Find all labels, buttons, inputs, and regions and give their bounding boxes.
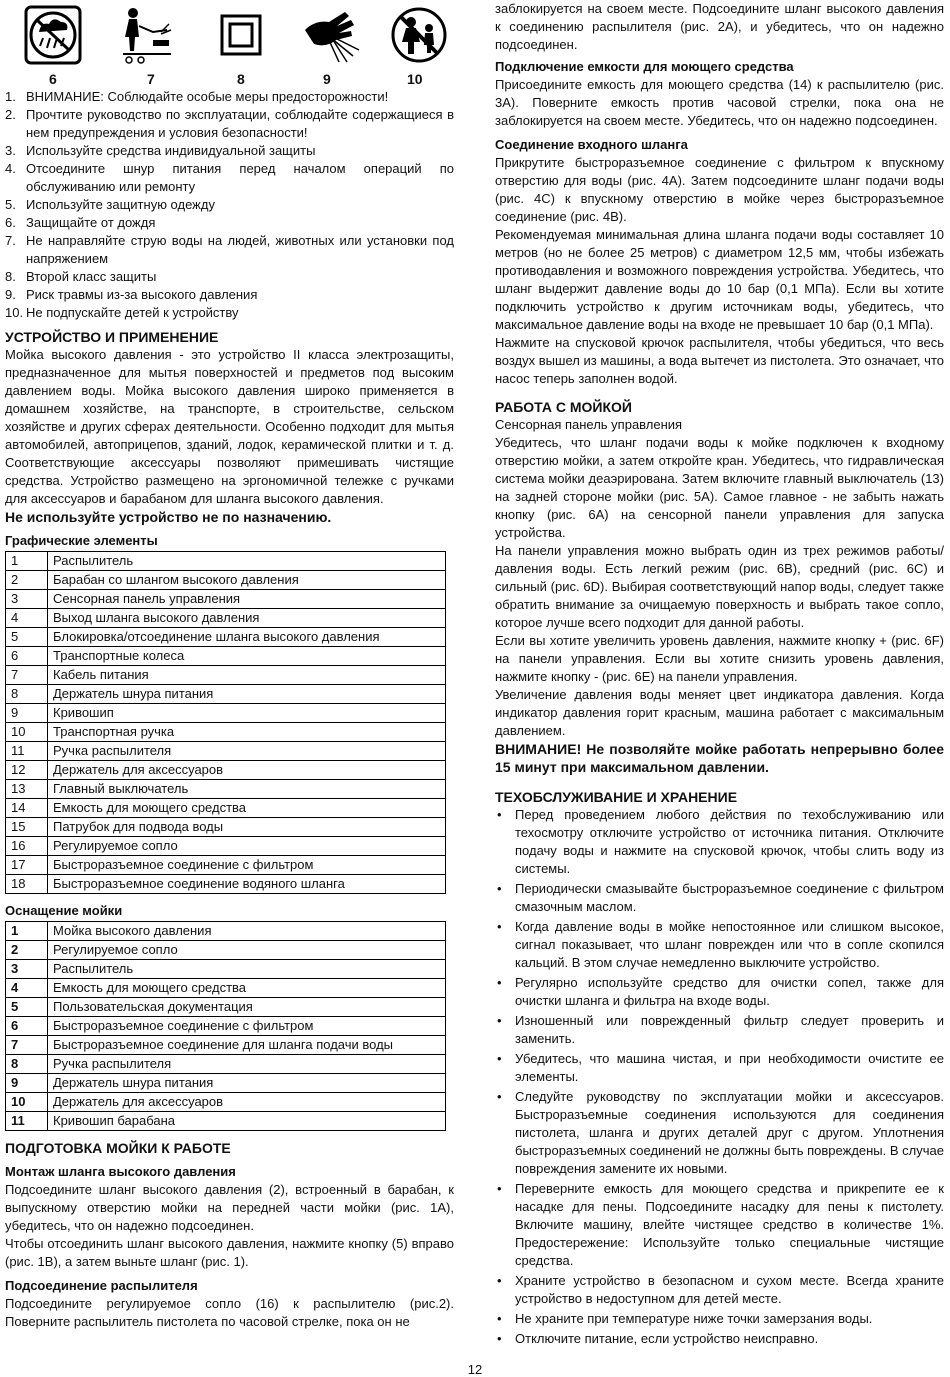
row-number: 13 bbox=[6, 780, 48, 799]
hose-mount-title: Монтаж шланга высокого давления bbox=[5, 1164, 236, 1179]
maintenance-item: • Переверните емкость для моющего средства и прикрепите ее к насадке для пены. Подсоедините насадку для пены к пистолету. Включите машину, влейте чистящее средство в количестве 1%. Предостережение: Используйте только специальные чистящие средства. bbox=[495, 1180, 944, 1270]
row-number: 11 bbox=[6, 742, 48, 761]
table-row bbox=[6, 979, 446, 998]
row-label: Барабан со шлангом высокого давления bbox=[48, 571, 446, 590]
row-number: 18 bbox=[6, 875, 48, 894]
graphic-elements-table bbox=[5, 551, 446, 894]
maintenance-item: • Храните устройство в безопасном и сухом месте. Всегда храните устройство в недоступном для детей месте. bbox=[495, 1272, 944, 1308]
operation-warning: ВНИМАНИЕ! Не позволяйте мойке работать непрерывно более 15 минут при максимальном давлении. bbox=[495, 741, 944, 775]
misuse-warning: Не используйте устройство не по назначению. bbox=[5, 509, 332, 525]
row-label: Транспортные колеса bbox=[48, 647, 446, 666]
warning-text: Второй класс защиты bbox=[26, 269, 157, 284]
row-number: 9 bbox=[6, 704, 48, 723]
warning-number: 2. bbox=[5, 107, 16, 122]
warning-item bbox=[5, 196, 454, 214]
warning-number: 5. bbox=[5, 197, 16, 212]
section-title-maintenance: ТЕХОБСЛУЖИВАНИЕ И ХРАНЕНИЕ bbox=[495, 789, 738, 805]
row-label: Сенсорная панель управления bbox=[48, 590, 446, 609]
warning-text: Используйте средства индивидуальной защиты bbox=[26, 143, 316, 158]
control-panel-subtitle: Сенсорная панель управления bbox=[495, 417, 683, 432]
inlet-hose-text-3: Нажмите на спусковой крючок распылителя, чтобы убедиться, что весь воздух вышел из машины, а вода вытечет из пистолета. Это означает, что насос теперь заполнен водой. bbox=[495, 335, 944, 386]
row-label: Транспортная ручка bbox=[48, 723, 446, 742]
row-number: 14 bbox=[6, 799, 48, 818]
detergent-text: Присоедините емкость для моющего средства (14) к распылителю (рис. 3A). Поверните емкость против часовой стрелки, пока она не заблокируется на своем месте. Убедитесь, что он надежно подсоединен. bbox=[495, 77, 944, 128]
operation-text-1: Убедитесь, что шланг подачи воды к мойке подключен к входному отверстию мойки, а затем откройте кран. Убедитесь, что гидравлическая система мойки деаэрирована. Затем включите главный выключатель (13) на задней стороне мойки (рис. 5A). Самое главное - не забыть нажать кнопку (рис. 6A) на сенсорной панели управления для запуска устройства. bbox=[495, 435, 944, 540]
maintenance-list bbox=[495, 806, 944, 1348]
row-number: 6 bbox=[6, 647, 48, 666]
row-label: Распылитель bbox=[48, 960, 446, 979]
icon-number: 6 bbox=[49, 71, 57, 87]
row-number: 6 bbox=[6, 1017, 48, 1036]
row-number: 12 bbox=[6, 761, 48, 780]
maintenance-item: • Периодически смазывайте быстроразъемное соединение с фильтром смазочным маслом. bbox=[495, 880, 944, 916]
row-number: 4 bbox=[6, 609, 48, 628]
row-number: 10 bbox=[6, 1093, 48, 1112]
maintenance-item: • Перед проведением любого действия по техобслуживанию или техосмотру отключите устройство от источника питания. Отключите подачу воды и нажмите на спусковой крючок, чтобы слить воду из системы. bbox=[495, 806, 944, 878]
row-number: 1 bbox=[6, 922, 48, 941]
rain-protection-icon bbox=[23, 4, 83, 66]
row-label: Держатель шнура питания bbox=[48, 1074, 446, 1093]
warning-item bbox=[5, 268, 454, 286]
maintenance-item: • Отключите питание, если устройство неисправно. bbox=[495, 1330, 944, 1348]
warning-text: Отсоедините шнур питания перед началом операций по обслуживанию или ремонту bbox=[26, 161, 454, 194]
table-row bbox=[6, 571, 446, 590]
hose-mount-text: Подсоедините шланг высокого давления (2), встроенный в барабан, к выпускному отверстию мойки на передней части мойки (рис. 1A), убедитесь, что он надежно подсоединен. bbox=[5, 1182, 454, 1233]
table-row bbox=[6, 704, 446, 723]
icon-number: 7 bbox=[147, 71, 155, 87]
warning-item bbox=[5, 106, 454, 142]
icon-number: 9 bbox=[323, 71, 331, 87]
warning-text: Защищайте от дождя bbox=[26, 215, 156, 230]
sprayer-connect-text-cont: заблокируется на своем месте. Подсоедините шланг высокого давления к соединению распылителя (рис. 2A), и убедитесь, что он надежно подсоединен. bbox=[495, 1, 944, 52]
warning-text: Прочтите руководство по эксплуатации, соблюдайте содержащиеся в нем предупреждения и условия безопасности! bbox=[26, 107, 454, 140]
operation-text-4: Увеличение давления воды меняет цвет индикатора давления. Когда индикатор давления горит красным, машина работает с максимальным давлением. bbox=[495, 687, 944, 738]
warning-item bbox=[5, 88, 454, 106]
table-row bbox=[6, 960, 446, 979]
warning-text: ВНИМАНИЕ: Соблюдайте особые меры предосторожности! bbox=[26, 89, 389, 104]
table-row bbox=[6, 685, 446, 704]
equipment-table bbox=[5, 921, 446, 1131]
row-label: Быстроразъемное соединение для шланга подачи воды bbox=[48, 1036, 446, 1055]
row-label: Кривошип барабана bbox=[48, 1112, 446, 1131]
row-number: 16 bbox=[6, 837, 48, 856]
maintenance-item: • Изношенный или поврежденный фильтр следует проверить и заменить. bbox=[495, 1012, 944, 1048]
inlet-hose-title: Соединение входного шланга bbox=[495, 137, 688, 152]
row-label: Регулируемое сопло bbox=[48, 941, 446, 960]
maintenance-item: • Убедитесь, что машина чистая, и при необходимости очистите ее элементы. bbox=[495, 1050, 944, 1086]
table-row bbox=[6, 941, 446, 960]
table-row bbox=[6, 666, 446, 685]
graphic-elements-title: Графические элементы bbox=[5, 533, 158, 548]
row-label: Главный выключатель bbox=[48, 780, 446, 799]
table-row bbox=[6, 799, 446, 818]
icon-numbers bbox=[5, 70, 454, 88]
row-label: Блокировка/отсоединение шланга высокого давления bbox=[48, 628, 446, 647]
icon-number: 10 bbox=[407, 71, 423, 87]
section-title-device: УСТРОЙСТВО И ПРИМЕНЕНИЕ bbox=[5, 329, 219, 345]
table-row bbox=[6, 628, 446, 647]
row-number: 5 bbox=[6, 998, 48, 1017]
maintenance-item: • Не храните при температуре ниже точки замерзания воды. bbox=[495, 1310, 944, 1328]
maintenance-item: • Следуйте руководству по эксплуатации мойки и аксессуаров. Быстроразъемные соединения используются для соединения пистолета, шланга и других деталей друг с другом. Уплотнения быстроразъемных соединений не должны быть повреждены. В случае повреждения замените их новыми. bbox=[495, 1088, 944, 1178]
row-number: 8 bbox=[6, 1055, 48, 1074]
warning-item bbox=[5, 160, 454, 196]
class-ii-square-icon bbox=[210, 4, 270, 66]
row-number: 3 bbox=[6, 960, 48, 979]
left-column bbox=[5, 0, 454, 1331]
warning-item bbox=[5, 232, 454, 268]
warning-number: 4. bbox=[5, 161, 16, 176]
row-number: 3 bbox=[6, 590, 48, 609]
hose-detach-text: Чтобы отсоединить шланг высокого давления, нажмите кнопку (5) вправо (рис. 1B), а затем выньте шланг (рис. 1). bbox=[5, 1236, 454, 1269]
warning-item bbox=[5, 304, 454, 322]
warning-item bbox=[5, 214, 454, 232]
row-label: Быстроразъемное соединение с фильтром bbox=[48, 856, 446, 875]
table-row bbox=[6, 1017, 446, 1036]
row-number: 5 bbox=[6, 628, 48, 647]
table-row bbox=[6, 998, 446, 1017]
row-number: 2 bbox=[6, 571, 48, 590]
row-number: 10 bbox=[6, 723, 48, 742]
row-number: 1 bbox=[6, 552, 48, 571]
warning-text: Риск травмы из-за высокого давления bbox=[26, 287, 258, 302]
right-column bbox=[495, 0, 944, 1350]
warning-number: 3. bbox=[5, 143, 16, 158]
warning-text: Не подпускайте детей к устройству bbox=[26, 305, 239, 320]
row-number: 8 bbox=[6, 685, 48, 704]
row-number: 7 bbox=[6, 1036, 48, 1055]
row-label: Регулируемое сопло bbox=[48, 837, 446, 856]
warning-text: Используйте защитную одежду bbox=[26, 197, 215, 212]
maintenance-item: • Регулярно используйте средство для очистки сопел, также для очистки шланга и фильтра на входе воды. bbox=[495, 974, 944, 1010]
row-label: Держатель шнура питания bbox=[48, 685, 446, 704]
row-label: Ручка распылителя bbox=[48, 1055, 446, 1074]
warning-text: Не направляйте струю воды на людей, животных или установки под напряжением bbox=[26, 233, 454, 266]
table-row bbox=[6, 723, 446, 742]
warning-number: 6. bbox=[5, 215, 16, 230]
row-label: Распылитель bbox=[48, 552, 446, 571]
table-row bbox=[6, 1074, 446, 1093]
table-row bbox=[6, 1112, 446, 1131]
table-row bbox=[6, 609, 446, 628]
icon-number: 8 bbox=[237, 71, 245, 87]
row-label: Быстроразъемное соединение водяного шланга bbox=[48, 875, 446, 894]
warning-number: 8. bbox=[5, 269, 16, 284]
device-description: Мойка высокого давления - это устройство II класса электрозащиты, предназначенное для мытья поверхностей и предметов под высоким давлением воды. Мойка высокого давления широко применяется в домашнем хозяйстве, на транспорте, в строительстве, сельском хозяйстве и других сферах деятельности. Особенно подходит для мытья автомобилей, автоприцепов, зданий, лодок, керамической плитки и т. д. Соответствующие аксессуары позволяют примешивать чистящие средства. Устройство размещено на эргономичной тележке с ручками для аксессуаров и барабаном для шланга высокого давления. bbox=[5, 347, 454, 506]
warning-number: 9. bbox=[5, 287, 16, 302]
warning-number: 10. bbox=[5, 305, 24, 320]
row-number: 2 bbox=[6, 941, 48, 960]
row-label: Пользовательская документация bbox=[48, 998, 446, 1017]
safety-icons-row bbox=[5, 0, 454, 70]
section-title-operation: РАБОТА С МОЙКОЙ bbox=[495, 399, 632, 415]
table-row bbox=[6, 1036, 446, 1055]
table-row bbox=[6, 761, 446, 780]
row-label: Емкость для моющего средства bbox=[48, 799, 446, 818]
sprayer-connect-title: Подсоединение распылителя bbox=[5, 1278, 198, 1293]
maintenance-item: • Когда давление воды в мойке непостоянное или слишком высокое, сигнал показывает, что шланг поврежден или что в сопле скопился кальций. В этом случае немедленно выключите устройство. bbox=[495, 918, 944, 972]
warning-number: 7. bbox=[5, 233, 16, 248]
row-label: Держатель для аксессуаров bbox=[48, 1093, 446, 1112]
row-label: Патрубок для подвода воды bbox=[48, 818, 446, 837]
operation-text-2: На панели управления можно выбрать один из трех режимов работы/давления воды. Есть легкий режим (рис. 6B), средний (рис. 6C) и сильный (рис. 6D). Выбирая соответствующий напор воды, следует также обратить внимание за очищаемую поверхность и выбрать такое сопло, которое лучше всего подходит для данной работы. bbox=[495, 543, 944, 630]
row-label: Кривошип bbox=[48, 704, 446, 723]
row-label: Быстроразъемное соединение с фильтром bbox=[48, 1017, 446, 1036]
table-row bbox=[6, 818, 446, 837]
sprayer-connect-text: Подсоедините регулируемое сопло (16) к распылителю (рис.2). Поверните распылитель пистолета по часовой стрелке, пока он не bbox=[5, 1296, 454, 1329]
table-row bbox=[6, 590, 446, 609]
no-water-jet-on-electrics-icon bbox=[117, 4, 177, 66]
table-row bbox=[6, 837, 446, 856]
row-number: 7 bbox=[6, 666, 48, 685]
row-number: 11 bbox=[6, 1112, 48, 1131]
table-row bbox=[6, 856, 446, 875]
table-row bbox=[6, 742, 446, 761]
row-label: Мойка высокого давления bbox=[48, 922, 446, 941]
row-number: 4 bbox=[6, 979, 48, 998]
detergent-title: Подключение емкости для моющего средства bbox=[495, 59, 794, 74]
inlet-hose-text-2: Рекомендуемая минимальная длина шланга подачи воды составляет 10 метров (но не более 25 метров) с диаметром 12,5 мм, чтобы избежать противодавления и возможного повреждения устройства. Убедитесь, что шланг выдержит давление воды до 10 бар (0,1 МПа). Если вы хотите подключить устройство к другим источникам воды, убедитесь, что максимальное давление воды на входе не превышает 10 бар (0,1 МПа). bbox=[495, 227, 944, 332]
table-row bbox=[6, 647, 446, 666]
table-row bbox=[6, 1093, 446, 1112]
row-label: Кабель питания bbox=[48, 666, 446, 685]
warning-number: 1. bbox=[5, 89, 16, 104]
warning-item bbox=[5, 142, 454, 160]
inlet-hose-text-1: Прикрутите быстроразъемное соединение с фильтром к впускному отверстию для воды (рис. 4A). Затем подсоедините шланг подачи воды (рис. 4C) к впускному отверстию в мойке через быстроразъемное соединение (рис. 4B). bbox=[495, 155, 944, 224]
row-label: Выход шланга высокого давления bbox=[48, 609, 446, 628]
operation-text-3: Если вы хотите увеличить уровень давления, нажмите кнопку + (рис. 6F) на панели управления. Если вы хотите снизить уровень давления, нажмите кнопку - (рис. 6E) на панели управления. bbox=[495, 633, 944, 684]
no-children-icon bbox=[389, 4, 449, 66]
row-number: 17 bbox=[6, 856, 48, 875]
table-row bbox=[6, 922, 446, 941]
safety-warnings-list bbox=[5, 88, 454, 322]
section-title-prep: ПОДГОТОВКА МОЙКИ К РАБОТЕ bbox=[5, 1140, 231, 1156]
row-label: Емкость для моющего средства bbox=[48, 979, 446, 998]
warning-item bbox=[5, 286, 454, 304]
row-label: Ручка распылителя bbox=[48, 742, 446, 761]
row-number: 15 bbox=[6, 818, 48, 837]
high-pressure-injury-icon bbox=[301, 4, 361, 66]
row-label: Держатель для аксессуаров bbox=[48, 761, 446, 780]
equipment-title: Оснащение мойки bbox=[5, 903, 123, 918]
row-number: 9 bbox=[6, 1074, 48, 1093]
table-row bbox=[6, 875, 446, 894]
page-number: 12 bbox=[467, 1362, 483, 1377]
table-row bbox=[6, 780, 446, 799]
table-row bbox=[6, 1055, 446, 1074]
table-row bbox=[6, 552, 446, 571]
